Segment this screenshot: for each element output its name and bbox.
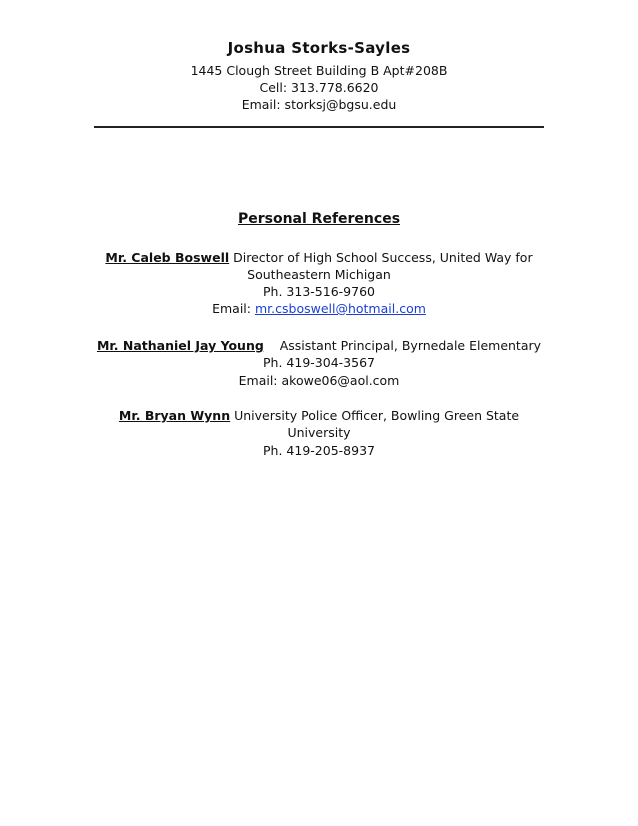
reference-1-email-label: Email: xyxy=(212,301,251,316)
reference-1-title-cont: Southeastern Michigan xyxy=(247,267,391,282)
reference-2-line1 xyxy=(0,337,638,354)
reference-3-title: University Police Officer, Bowling Green State xyxy=(234,408,520,423)
reference-2-title: Assistant Principal, Byrnedale Elementary xyxy=(279,338,542,353)
applicant-name: Joshua Storks-Sayles xyxy=(227,39,411,57)
reference-1-phone: Ph. 313-516-9760 xyxy=(263,284,375,299)
reference-3-title-cont: University xyxy=(287,425,351,440)
applicant-cell: Cell: 313.778.6620 xyxy=(259,80,379,95)
reference-3-line1 xyxy=(0,407,638,424)
reference-1-email-line xyxy=(0,300,638,317)
reference-1-title: Director of High School Success, United Way for xyxy=(233,250,533,265)
header-divider xyxy=(94,126,544,128)
reference-1-name: Mr. Caleb Boswell xyxy=(105,250,230,265)
applicant-email: Email: storksj@bgsu.edu xyxy=(241,97,397,112)
reference-2-email: Email: akowe06@aol.com xyxy=(238,373,400,388)
section-title xyxy=(0,211,638,228)
reference-3-phone: Ph. 419-205-8937 xyxy=(263,443,375,458)
reference-1-line1 xyxy=(0,249,638,266)
applicant-address: 1445 Clough Street Building B Apt#208B xyxy=(190,63,448,78)
reference-2-phone: Ph. 419-304-3567 xyxy=(263,355,375,370)
reference-2-name: Mr. Nathaniel Jay Young xyxy=(96,338,264,353)
section-title-text: Personal References xyxy=(237,211,401,227)
reference-1-email-link[interactable]: mr.csboswell@hotmail.com xyxy=(254,301,426,316)
reference-3-name: Mr. Bryan Wynn xyxy=(118,408,231,423)
